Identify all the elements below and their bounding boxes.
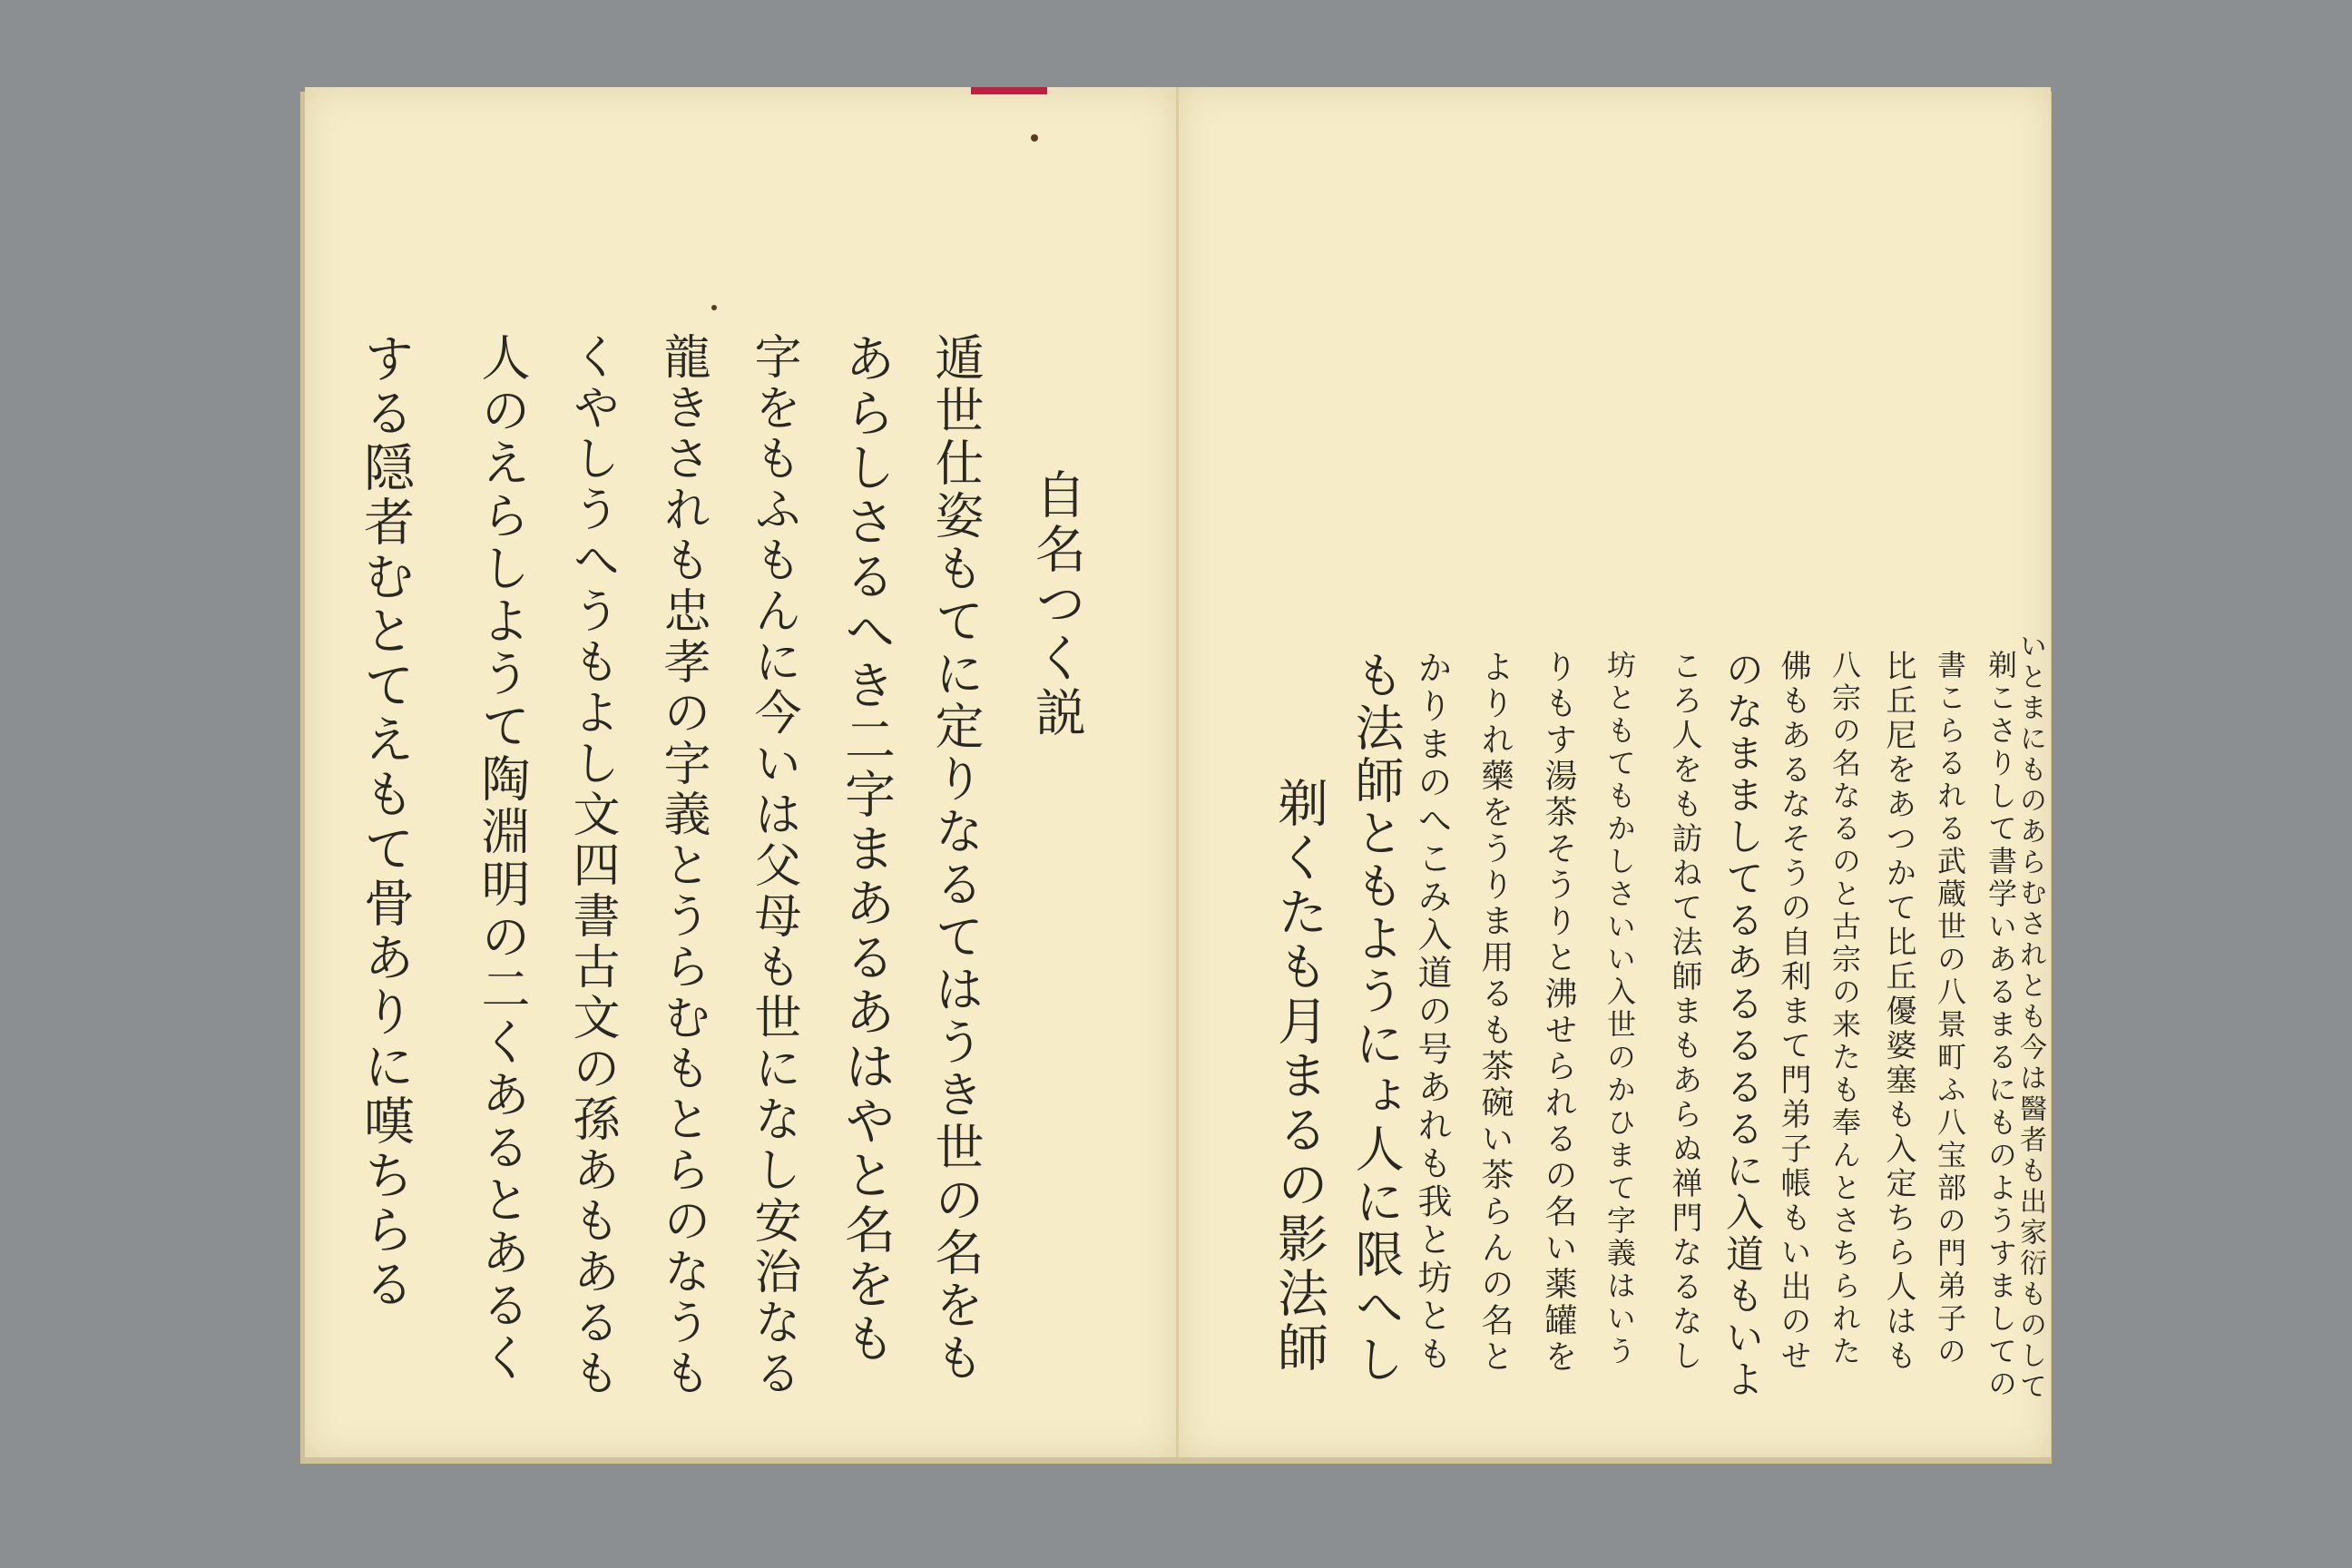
right-column-2: 剃こさりして書学いあるまるにものようすましての bbox=[1984, 650, 2018, 1401]
right-page bbox=[1178, 87, 2051, 1457]
right-column-11: よりれ藥をうりま用るも茶碗い茶らんの名と bbox=[1476, 650, 1514, 1376]
right-column-7: のなまましてるあるるるるに入道もいよ bbox=[1720, 650, 1765, 1401]
left-column-3: 字をもふもんに今いは父母も世になし安治なる bbox=[746, 332, 800, 1399]
right-page-signature: 剃くたも月まるの影法師 bbox=[1269, 777, 1328, 1376]
right-column-13: も法師ともようにょ人に限へし bbox=[1348, 650, 1405, 1387]
left-page-title: 自名つく説 bbox=[1027, 468, 1086, 740]
right-column-5: 八宗の名なるのと古宗の来たも奉んとさちられた bbox=[1828, 650, 1862, 1368]
left-column-4: 龍きされも忠孝の字義とうらむもとらのなうも bbox=[655, 332, 710, 1399]
right-column-6: 佛もあるなそうの自利まて門弟子帳もい出のせ bbox=[1775, 650, 1811, 1374]
ink-dot bbox=[711, 305, 717, 310]
right-column-10: りもす湯茶そうりと沸せられるの名い薬罐を bbox=[1540, 650, 1577, 1376]
left-column-2: あらしさるへき二字まあるあはやと名をも bbox=[837, 332, 896, 1367]
right-column-8: ころ人をも訪ねて法師まもあらぬ禅門なるなし bbox=[1666, 650, 1702, 1374]
left-column-7: する隠者むとてえもて骨ありに嘆ちらる bbox=[356, 332, 415, 1312]
ink-dot bbox=[1031, 134, 1038, 142]
right-column-4: 比丘尼をあつかて比丘優婆塞も入定ちら人はも bbox=[1880, 650, 1916, 1374]
left-page bbox=[305, 87, 1178, 1457]
left-column-1: 遁世仕姿もてに定りなるてはうき世の名をも bbox=[927, 332, 985, 1385]
right-column-3: 書こらるれる武蔵世の八景町ふ八宝部の門弟子の bbox=[1933, 650, 1967, 1368]
right-column-12: かりまのへこみ入道の号あれも我と坊とも bbox=[1412, 650, 1452, 1374]
open-book bbox=[299, 87, 2055, 1466]
binding-thread-mark bbox=[971, 87, 1047, 94]
left-column-5: くやしうへうもよし文四書古文の孫あもあるも bbox=[564, 332, 619, 1399]
left-column-6: 人のえらしようて陶淵明の二くあるとあるく bbox=[474, 332, 531, 1385]
right-column-9: 坊ともてもかしさいい入世のかひまて字義はいう bbox=[1602, 650, 1637, 1368]
right-column-1: いとまにものあらむされとも今は醫者も出家衍ものして bbox=[2014, 632, 2046, 1403]
